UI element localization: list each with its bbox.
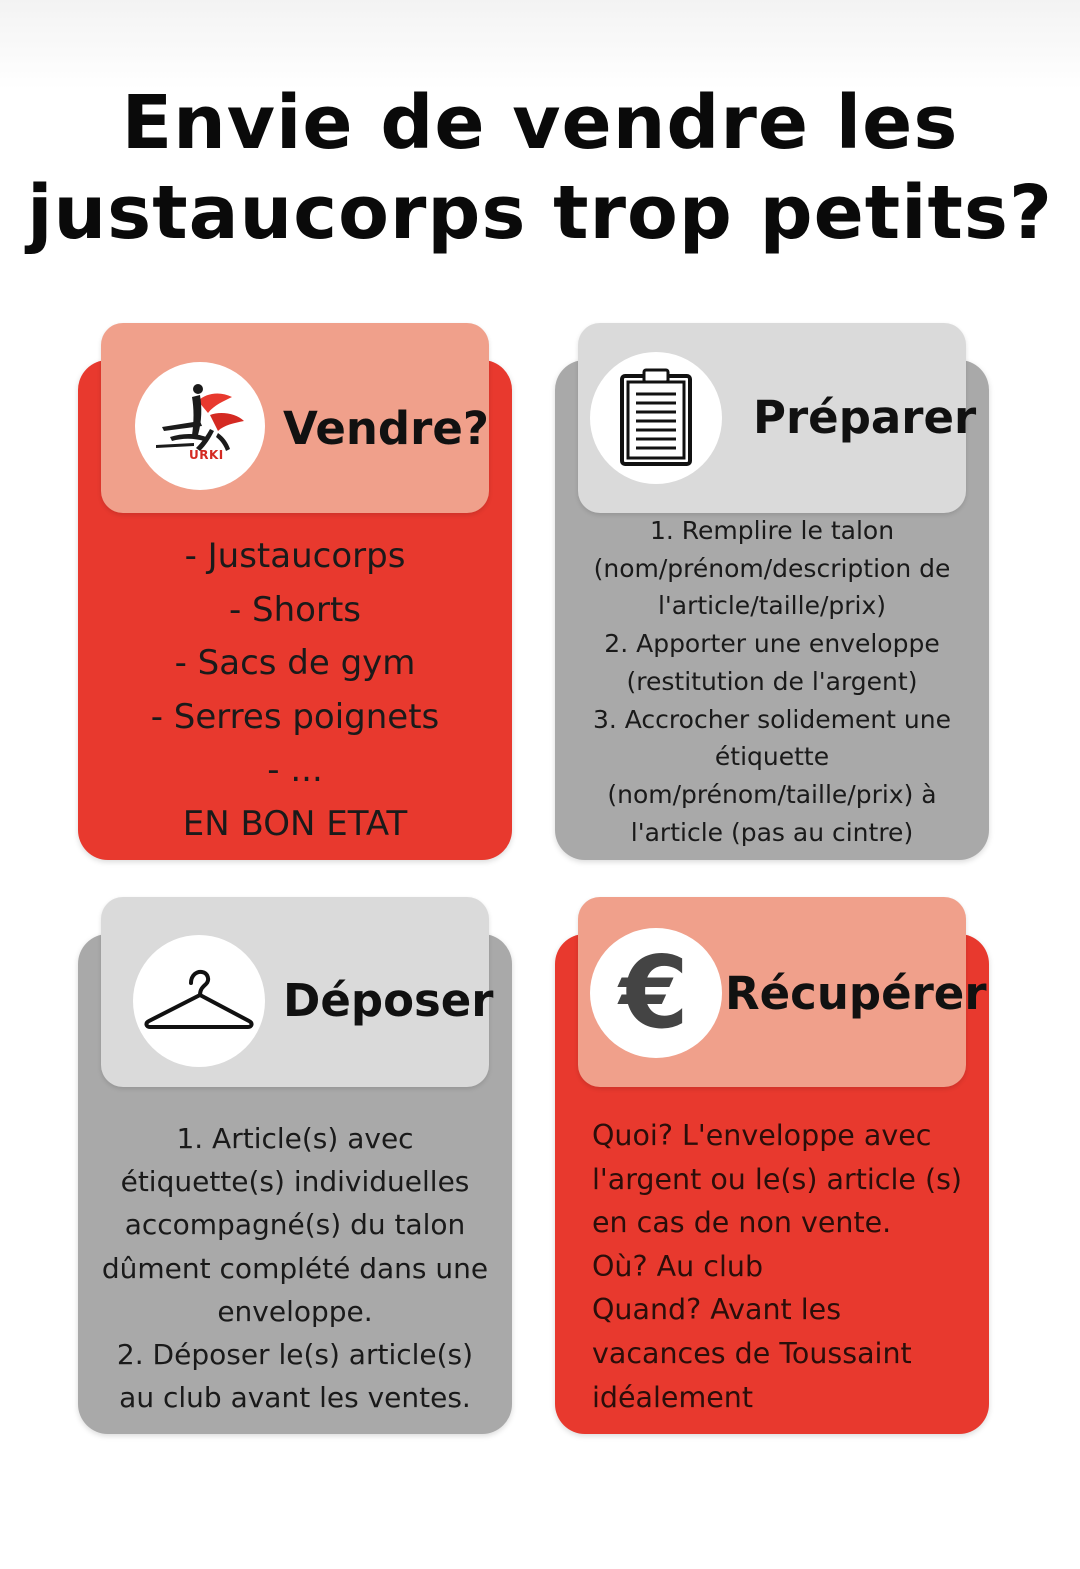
list-item: étiquette(s) individuelles (120, 1165, 470, 1199)
list-item: accompagné(s) du talon (124, 1208, 466, 1242)
page-title (0, 78, 1080, 258)
list-item: 2. Déposer le(s) article(s) (116, 1338, 474, 1372)
list-item: vacances de Toussaint (592, 1336, 912, 1370)
urki-logo-circle (135, 362, 265, 490)
clipboard-icon (616, 368, 696, 468)
vendre-list (78, 530, 512, 851)
list-item: 2. Apporter une enveloppe (604, 629, 940, 659)
list-item: - Shorts (228, 589, 362, 630)
recuperer-list (592, 1114, 962, 1419)
list-item: Quoi? L'enveloppe avec (592, 1119, 932, 1152)
list-item: l'article (pas au cintre) (630, 817, 914, 847)
deposer-list (78, 1117, 512, 1419)
clipboard-circle (590, 352, 722, 484)
deposer-heading: Déposer (283, 974, 494, 1027)
hanger-circle (133, 935, 265, 1067)
urki-logo-text: URKI (189, 448, 224, 462)
list-item: 1. Remplire le talon (649, 516, 895, 545)
list-item: EN BON ETAT (182, 803, 408, 844)
urki-logo-icon (140, 371, 260, 481)
euro-icon: € (619, 934, 689, 1051)
vendre-heading: Vendre? (283, 402, 489, 455)
page-title-line-1: Envie de vendre les (121, 80, 959, 166)
list-item: idéalement (592, 1380, 753, 1414)
list-item: - ... (267, 750, 323, 790)
list-item: enveloppe. (217, 1294, 373, 1328)
euro-circle (590, 928, 722, 1058)
list-item: (restitution de l'argent) (626, 666, 918, 696)
hanger-icon (143, 969, 255, 1033)
list-item: 3. Accrocher solidement une (592, 704, 952, 734)
preparer-list (555, 512, 989, 851)
list-item: Quand? Avant les (592, 1293, 842, 1327)
list-item: étiquette (714, 742, 830, 772)
list-item: - Justaucorps (184, 536, 406, 576)
preparer-heading: Préparer (753, 391, 977, 444)
list-item: dûment complété dans une (101, 1251, 489, 1285)
list-item: - Sacs de gym (174, 643, 416, 683)
list-item: l'argent ou le(s) article (s) (592, 1162, 963, 1196)
list-item: (nom/prénom/description de (593, 553, 951, 583)
list-item: Où? Au club (592, 1249, 764, 1283)
list-item: l'article/taille/prix) (657, 591, 887, 621)
page-title-line-2: justaucorps trop petits? (27, 170, 1053, 256)
list-item: en cas de non vente. (592, 1206, 892, 1240)
list-item: (nom/prénom/taille/prix) à (607, 779, 937, 809)
list-item: 1. Article(s) avec (176, 1122, 414, 1155)
list-item: - Serres poignets (150, 696, 440, 737)
list-item: au club avant les ventes. (119, 1381, 471, 1415)
recuperer-heading: Récupérer (725, 967, 987, 1020)
